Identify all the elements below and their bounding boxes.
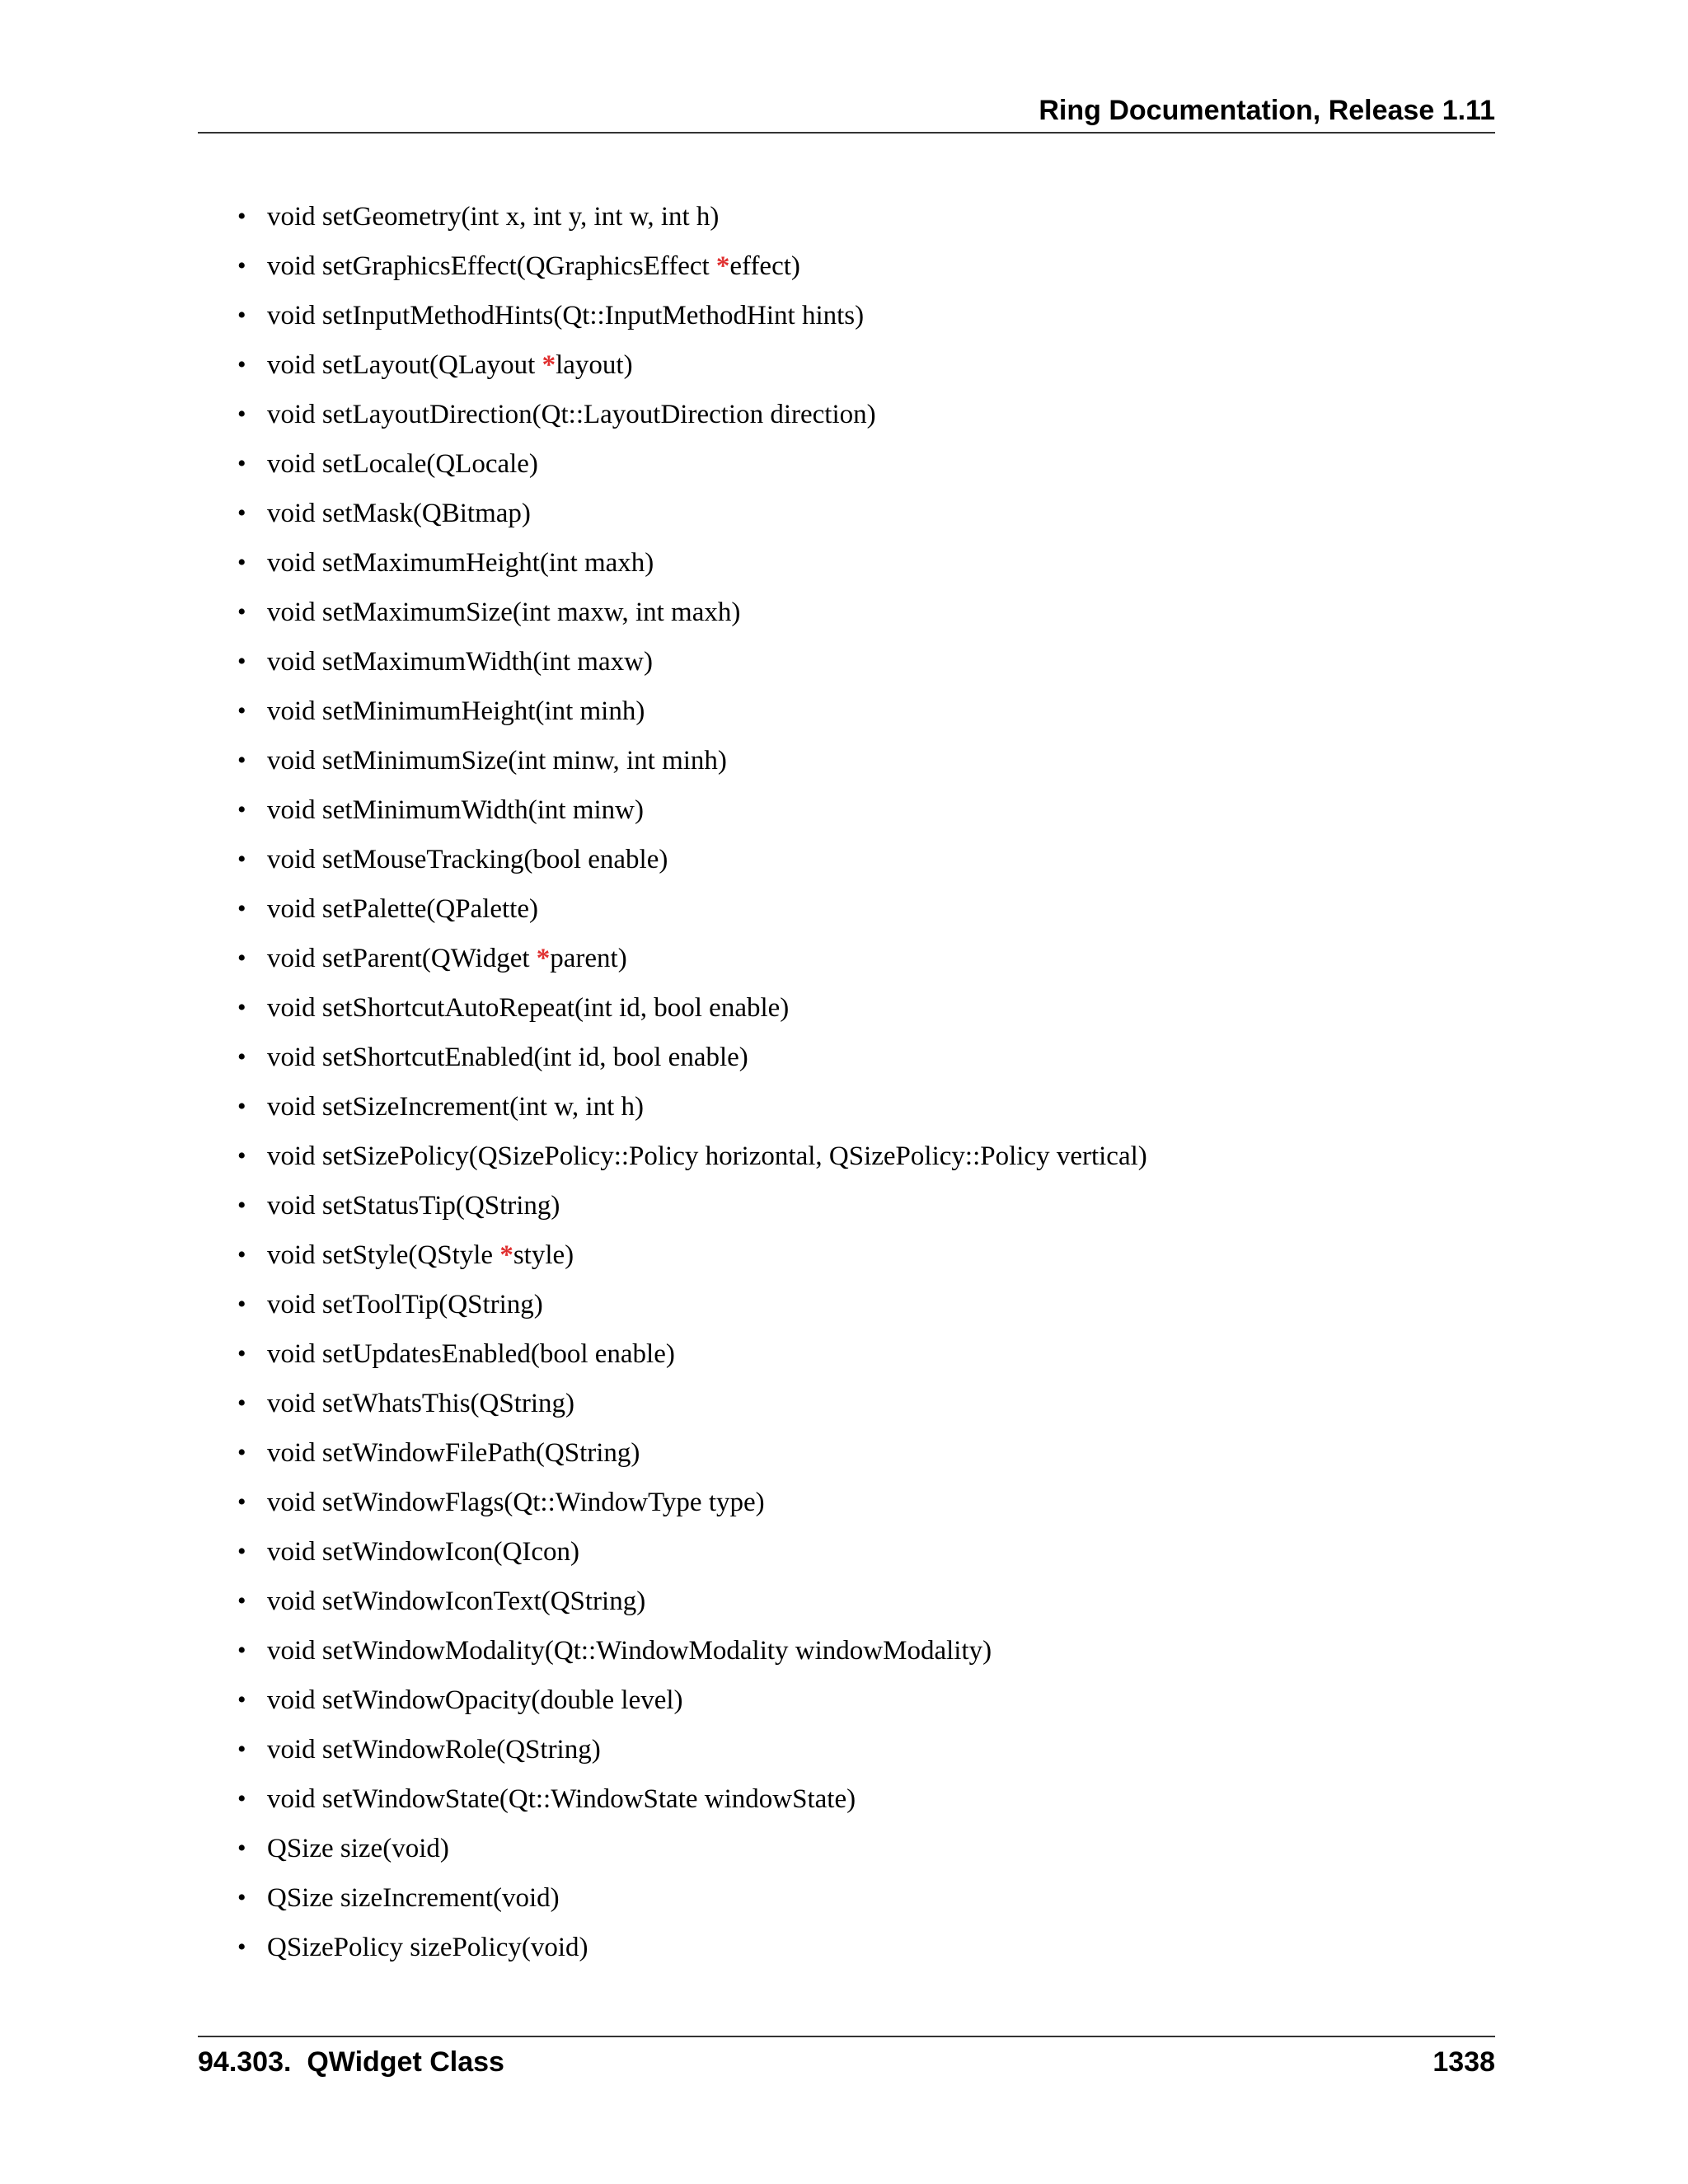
- method-signature: void setMinimumSize(int minw, int minh): [267, 746, 727, 776]
- bullet-icon: •: [237, 1439, 246, 1466]
- pointer-star: *: [715, 251, 730, 281]
- bullet-icon: •: [237, 203, 246, 230]
- method-signature: void setWindowFlags(Qt::WindowType type): [267, 1488, 765, 1517]
- list-item: [231, 1632, 1147, 1681]
- bullet-icon: •: [237, 401, 246, 428]
- bullet-icon: •: [237, 302, 246, 329]
- method-list: [231, 198, 1147, 1978]
- method-signature: void setInputMethodHints(Qt::InputMethodHint hints): [267, 301, 865, 330]
- bullet-icon: •: [237, 1241, 246, 1268]
- page-header: [198, 91, 1495, 134]
- bullet-icon: •: [237, 747, 246, 774]
- method-signature: void setWindowState(Qt::WindowState windowState): [267, 1784, 856, 1814]
- method-signature: void setMaximumHeight(int maxh): [267, 548, 654, 578]
- method-signature: void setMaximumWidth(int maxw): [267, 647, 653, 677]
- bullet-icon: •: [237, 1835, 246, 1862]
- method-signature: void setMinimumHeight(int minh): [267, 696, 645, 726]
- method-signature: void setMinimumWidth(int minw): [267, 795, 644, 825]
- bullet-icon: •: [237, 846, 246, 873]
- list-item: [231, 1483, 1147, 1533]
- method-signature: void setWindowOpacity(double level): [267, 1685, 683, 1715]
- method-signature-tail: effect): [729, 251, 800, 281]
- method-signature: void setUpdatesEnabled(bool enable): [267, 1339, 675, 1369]
- bullet-icon: •: [237, 252, 246, 279]
- method-signature-tail: layout): [556, 350, 633, 380]
- method-signature: void setWindowIcon(QIcon): [267, 1537, 579, 1567]
- list-item: [231, 1385, 1147, 1434]
- list-item: [231, 742, 1147, 791]
- pointer-star: *: [536, 944, 551, 973]
- bullet-icon: •: [237, 1192, 246, 1219]
- list-item: [231, 593, 1147, 643]
- bullet-icon: •: [237, 1390, 246, 1417]
- list-item: [231, 1830, 1147, 1879]
- list-item: [231, 445, 1147, 494]
- list-item: [231, 1780, 1147, 1830]
- bullet-icon: •: [237, 1884, 246, 1911]
- bullet-icon: •: [237, 598, 246, 626]
- method-signature: void setMask(QBitmap): [267, 499, 531, 528]
- list-item: [231, 494, 1147, 544]
- bullet-icon: •: [237, 1736, 246, 1763]
- list-item: [231, 1236, 1147, 1286]
- bullet-icon: •: [237, 697, 246, 724]
- pointer-star: *: [542, 350, 556, 380]
- method-signature: void setStatusTip(QString): [267, 1191, 560, 1221]
- pointer-star: *: [499, 1240, 513, 1270]
- method-signature: void setWindowModality(Qt::WindowModality windowModality): [267, 1636, 992, 1666]
- list-item: [231, 247, 1147, 297]
- method-signature: void setStyle(QStyle: [267, 1240, 500, 1270]
- bullet-icon: •: [237, 1340, 246, 1367]
- list-item: [231, 346, 1147, 396]
- method-signature: QSizePolicy sizePolicy(void): [267, 1933, 588, 1962]
- method-signature: void setWindowFilePath(QString): [267, 1438, 640, 1468]
- method-signature: void setWindowRole(QString): [267, 1735, 601, 1765]
- bullet-icon: •: [237, 499, 246, 527]
- bullet-icon: •: [237, 1142, 246, 1169]
- list-item: [231, 692, 1147, 742]
- method-signature: void setGeometry(int x, int y, int w, int h): [267, 202, 720, 232]
- method-signature-tail: style): [513, 1240, 574, 1270]
- list-item: [231, 1533, 1147, 1582]
- bullet-icon: •: [237, 944, 246, 972]
- method-signature: void setSizeIncrement(int w, int h): [267, 1092, 644, 1122]
- list-item: [231, 841, 1147, 890]
- bullet-icon: •: [237, 895, 246, 922]
- list-item: [231, 1731, 1147, 1780]
- list-item: [231, 1929, 1147, 1978]
- list-item: [231, 791, 1147, 841]
- method-signature: void setGraphicsEffect(QGraphicsEffect: [267, 251, 716, 281]
- method-signature: QSize sizeIncrement(void): [267, 1883, 560, 1913]
- bullet-icon: •: [237, 351, 246, 378]
- list-item: [231, 396, 1147, 445]
- list-item: [231, 1137, 1147, 1187]
- bullet-icon: •: [237, 1587, 246, 1615]
- list-item: [231, 297, 1147, 346]
- bullet-icon: •: [237, 648, 246, 675]
- document-title: Ring Documentation, Release 1.11: [1039, 95, 1495, 126]
- method-signature: void setLayout(QLayout: [267, 350, 542, 380]
- bullet-icon: •: [237, 1538, 246, 1565]
- method-signature: void setSizePolicy(QSizePolicy::Policy horizontal, QSizePolicy::Policy vertical): [267, 1141, 1147, 1171]
- bullet-icon: •: [237, 796, 246, 823]
- bullet-icon: •: [237, 1785, 246, 1812]
- method-signature: QSize size(void): [267, 1834, 449, 1863]
- bullet-icon: •: [237, 994, 246, 1021]
- method-signature: void setParent(QWidget: [267, 944, 537, 973]
- method-signature: void setLocale(QLocale): [267, 449, 538, 479]
- list-item: [231, 1582, 1147, 1632]
- section-title: 94.303. QWidget Class: [198, 2046, 504, 2078]
- bullet-icon: •: [237, 549, 246, 576]
- method-signature: void setLayoutDirection(Qt::LayoutDirection direction): [267, 400, 876, 429]
- bullet-icon: •: [237, 450, 246, 477]
- list-item: [231, 1681, 1147, 1731]
- bullet-icon: •: [237, 1043, 246, 1071]
- method-signature-tail: parent): [550, 944, 627, 973]
- list-item: [231, 1286, 1147, 1335]
- method-signature: void setShortcutEnabled(int id, bool enable): [267, 1043, 748, 1072]
- method-signature: void setMaximumSize(int maxw, int maxh): [267, 598, 741, 627]
- bullet-icon: •: [237, 1488, 246, 1516]
- method-signature: void setPalette(QPalette): [267, 894, 538, 924]
- list-item: [231, 1187, 1147, 1236]
- bullet-icon: •: [237, 1093, 246, 1120]
- list-item: [231, 643, 1147, 692]
- list-item: [231, 544, 1147, 593]
- bullet-icon: •: [237, 1637, 246, 1664]
- list-item: [231, 1434, 1147, 1483]
- list-item: [231, 198, 1147, 247]
- list-item: [231, 1038, 1147, 1088]
- list-item: [231, 1088, 1147, 1137]
- list-item: [231, 1879, 1147, 1929]
- page-footer: [198, 2036, 1495, 2090]
- list-item: [231, 1335, 1147, 1385]
- bullet-icon: •: [237, 1686, 246, 1713]
- bullet-icon: •: [237, 1291, 246, 1318]
- bullet-icon: •: [237, 1933, 246, 1961]
- list-item: [231, 940, 1147, 989]
- page-number: 1338: [1432, 2046, 1495, 2078]
- list-item: [231, 890, 1147, 940]
- method-signature: void setWhatsThis(QString): [267, 1389, 575, 1418]
- list-item: [231, 989, 1147, 1038]
- method-signature: void setWindowIconText(QString): [267, 1586, 646, 1616]
- method-signature: void setMouseTracking(bool enable): [267, 845, 668, 874]
- method-signature: void setToolTip(QString): [267, 1290, 543, 1319]
- method-signature: void setShortcutAutoRepeat(int id, bool enable): [267, 993, 790, 1023]
